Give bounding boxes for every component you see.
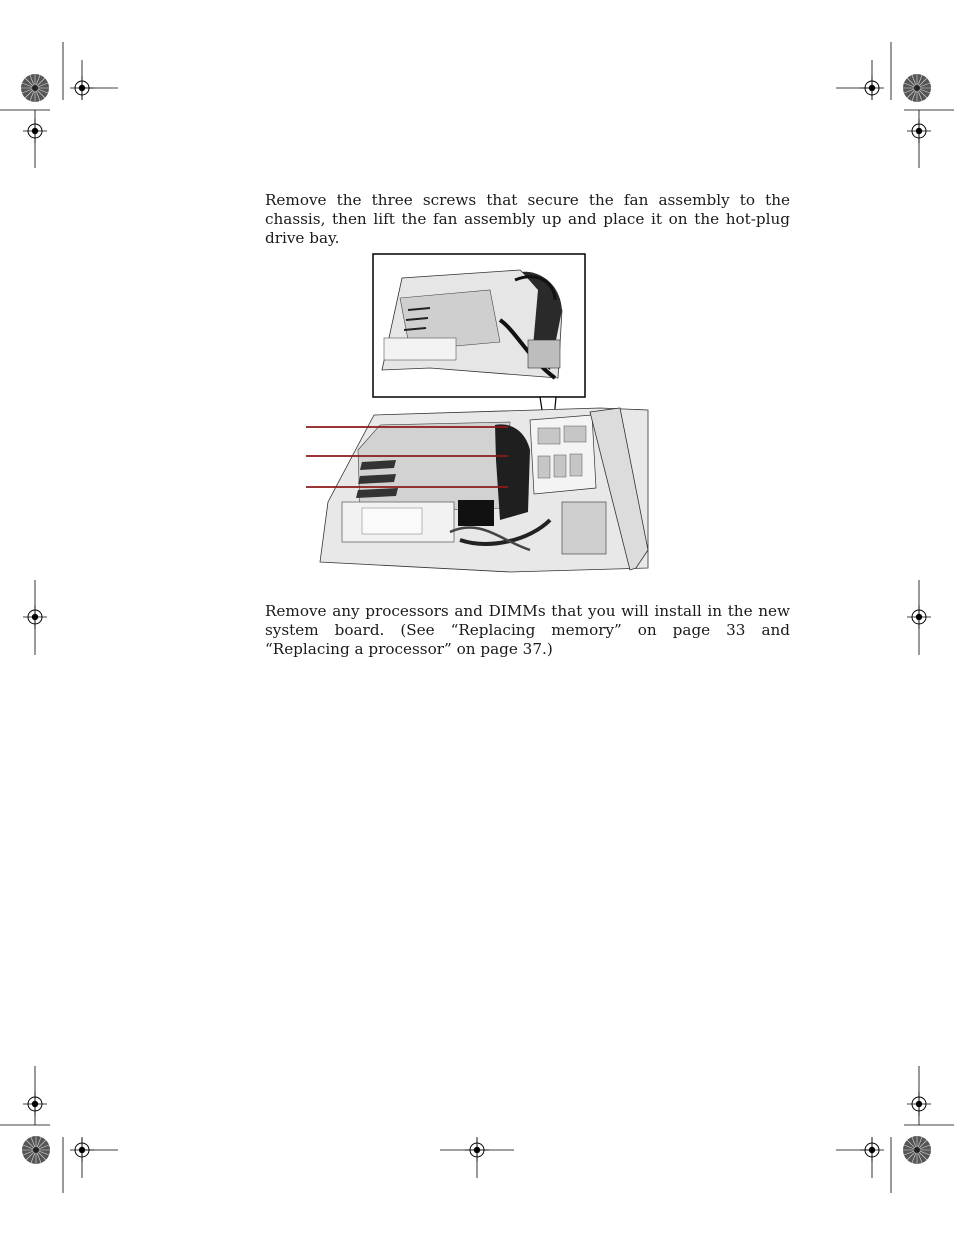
chassis-fan-assembly-figure: [300, 250, 660, 585]
instruction-paragraph-1: Remove the three screws that secure the fan assembly to the chassis, then lift the fan assembly up and place it on the hot-plug drive bay.: [265, 191, 790, 247]
main-chassis-image: [320, 408, 648, 572]
inset-detail-image: [373, 254, 585, 397]
instruction-paragraph-2: Remove any processors and DIMMs that you will install in the new system board. (See “Replacing memory” on page 33 and “Replacing a processor” on page 37.): [265, 602, 790, 658]
